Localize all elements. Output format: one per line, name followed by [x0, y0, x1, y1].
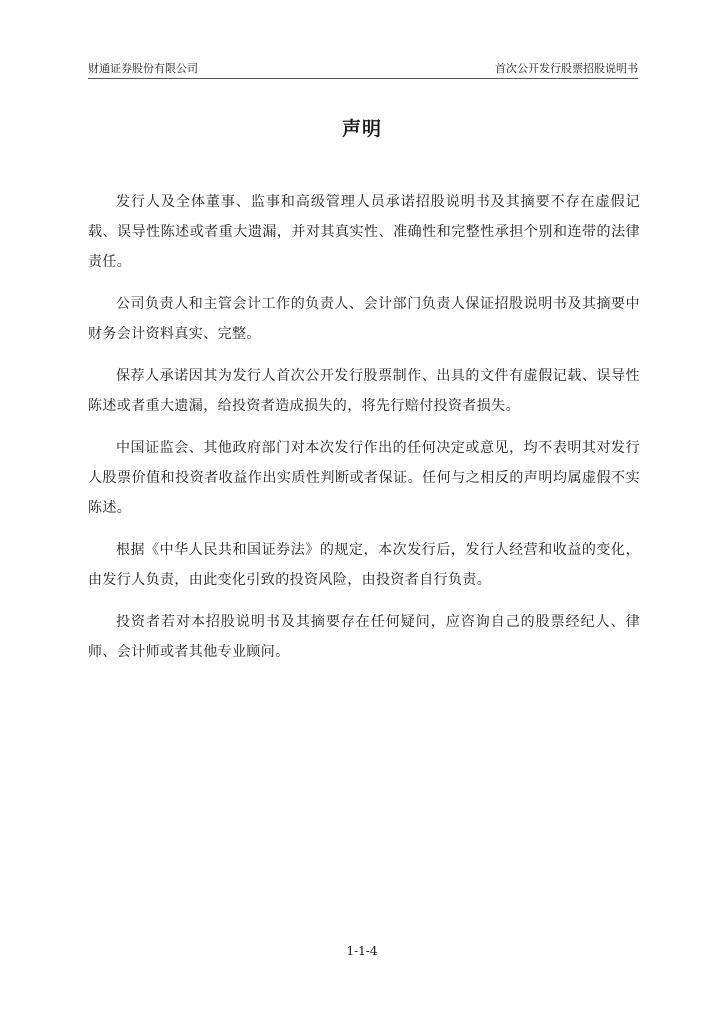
paragraph-sponsor-commitment: 保荐人承诺因其为发行人首次公开发行股票制作、出具的文件有虚假记载、误导性陈述或者重大遗漏，给投资者造成损失的，将先行赔付投资者损失。 — [88, 368, 640, 414]
page-number: 1-1-4 — [346, 944, 378, 958]
page-header — [88, 58, 638, 79]
paragraph-csrc-disclaimer: 中国证监会、其他政府部门对本次发行作出的任何决定或意见，均不表明其对发行人股票价值和投资者收益作出实质性判断或者保证。任何与之相反的声明均属虚假不实陈述。 — [88, 440, 640, 516]
declaration-body — [88, 187, 640, 679]
paragraph-financial-responsibility: 公司负责人和主管会计工作的负责人、会计部门负责人保证招股说明书及其摘要中财务会计资料真实、完整。 — [88, 296, 640, 342]
paragraph-directors-commitment: 发行人及全体董事、监事和高级管理人员承诺招股说明书及其摘要不存在虚假记载、误导性陈述或者重大遗漏，并对其真实性、准确性和完整性承担个别和连带的法律责任。 — [88, 194, 640, 270]
paragraph-securities-law: 根据《中华人民共和国证券法》的规定，本次发行后，发行人经营和收益的变化，由发行人负责，由此变化引致的投资风险，由投资者自行负责。 — [88, 542, 640, 588]
page-title: 声明 — [341, 118, 382, 140]
paragraph-investor-advice: 投资者若对本招股说明书及其摘要存在任何疑问，应咨询自己的股票经纪人、律师、会计师或者其他专业顾问。 — [88, 614, 640, 660]
header-document-title: 首次公开发行股票招股说明书 — [495, 62, 638, 75]
header-company-name: 财通证券股份有限公司 — [88, 62, 198, 75]
